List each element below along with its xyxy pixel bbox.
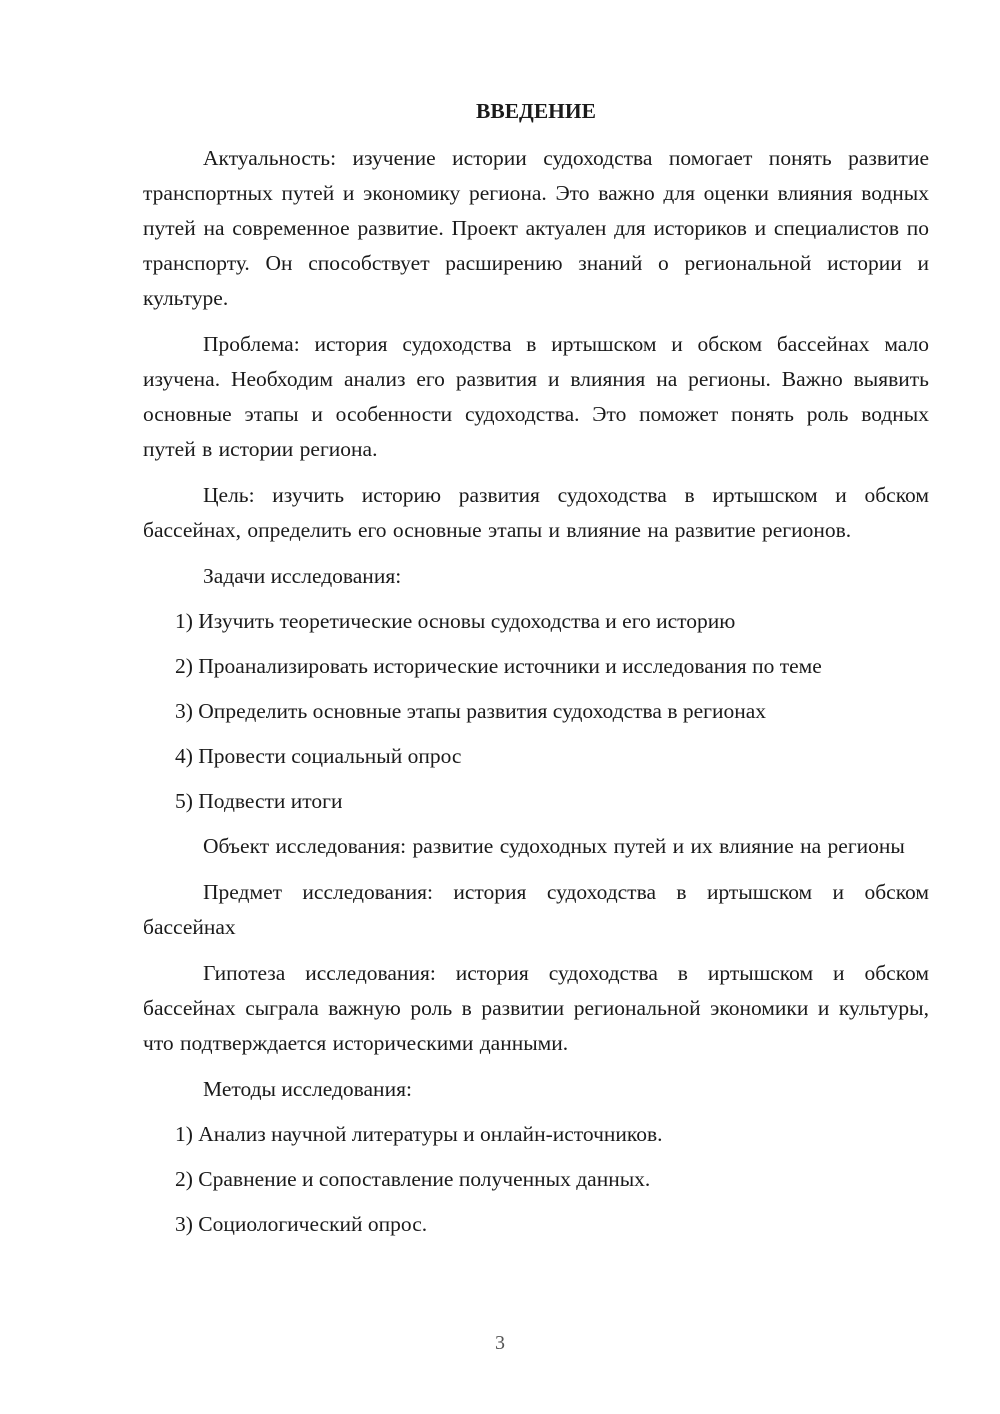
list-item: 2) Проанализировать исторические источники и исследования по теме — [175, 654, 822, 678]
list-item: 1) Изучить теоретические основы судоходства и его историю — [175, 609, 736, 633]
hypothesis-paragraph: Гипотеза исследования: история судоходства в иртышском и обском бассейнах сыграла важную роль в развитии региональной экономики и культуры, что подтверждается историческими данными. — [143, 961, 929, 1055]
goal-paragraph: Цель: изучить историю развития судоходства в иртышском и обском бассейнах, определить его основные этапы и влияние на развитие регионов. — [143, 483, 929, 542]
section-title: ВВЕДЕНИЕ — [476, 99, 596, 123]
document-page — [143, 96, 929, 1252]
relevance-paragraph: Актуальность: изучение истории судоходства помогает понять развитие транспортных путей и экономику региона. Это важно для оценки влияния водных путей на современное развитие. Проект актуален для историков и специалистов по транспорту. Он способствует расширению знаний о региональной истории и культуре. — [143, 146, 929, 310]
subject-paragraph: Предмет исследования: история судоходства в иртышском и обском бассейнах — [143, 880, 929, 939]
tasks-heading: Задачи исследования: — [203, 564, 402, 588]
list-item: 3) Определить основные этапы развития судоходства в регионах — [175, 699, 767, 723]
object-paragraph: Объект исследования: развитие судоходных путей и их влияние на регионы — [203, 834, 905, 858]
methods-heading: Методы исследования: — [203, 1077, 412, 1101]
list-item: 4) Провести социальный опрос — [175, 744, 462, 768]
page-number: 3 — [495, 1332, 505, 1354]
list-item: 3) Социологический опрос. — [175, 1212, 428, 1236]
list-item: 5) Подвести итоги — [175, 789, 343, 813]
problem-paragraph: Проблема: история судоходства в иртышском и обском бассейнах мало изучена. Необходим анализ его развития и влияния на регионы. Важно выявить основные этапы и особенности судоходства. Это поможет понять роль водных путей в истории региона. — [143, 332, 929, 461]
methods-list — [143, 1117, 929, 1242]
list-item: 2) Сравнение и сопоставление полученных данных. — [175, 1167, 651, 1191]
list-item: 1) Анализ научной литературы и онлайн-источников. — [175, 1122, 663, 1146]
tasks-list — [143, 604, 929, 819]
